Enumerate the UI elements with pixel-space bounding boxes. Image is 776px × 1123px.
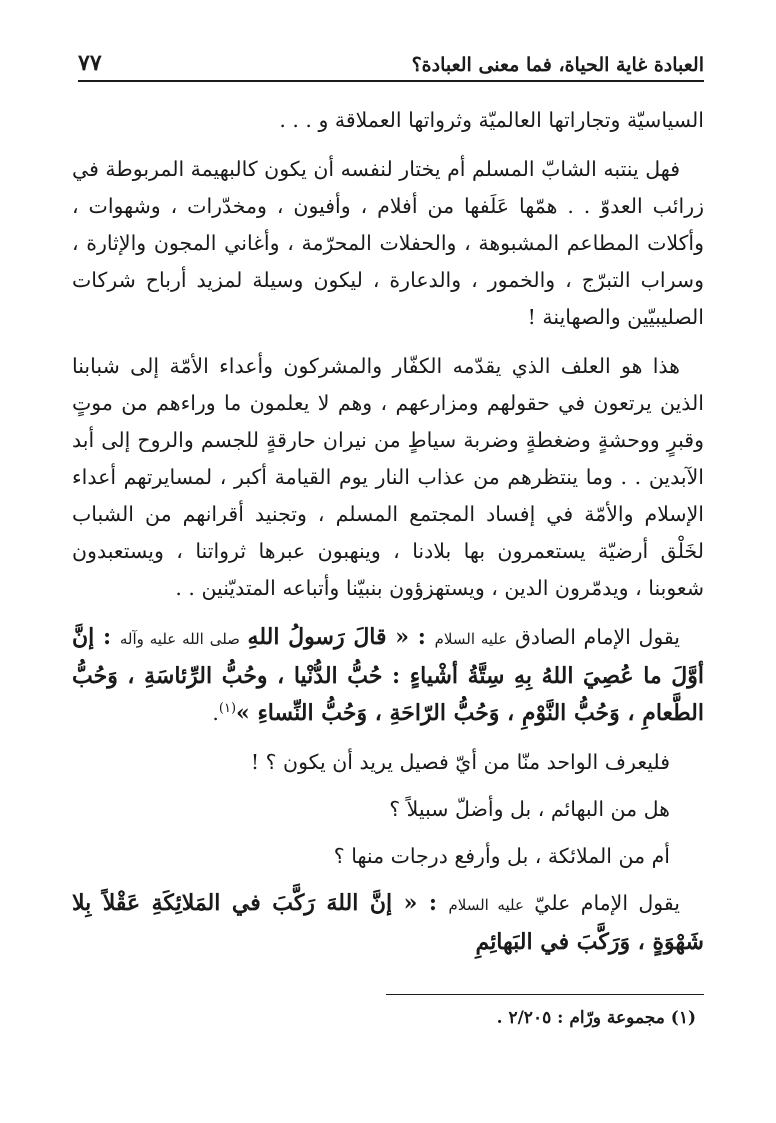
footnote: (١) مجموعة ورّام : ٢/٢٠٥ . <box>496 1008 696 1028</box>
paragraph-hadith-ali <box>72 885 704 961</box>
hadith-quote-open: : « قالَ رَسولُ اللهِ <box>247 624 435 650</box>
footnote-marker: (١) <box>218 701 237 717</box>
salutation-mark-prophet: صلى الله عليه وآله <box>119 630 240 648</box>
paragraph-3: هذا هو العلف الذي يقدّمه الكفّار والمشركون وأعداء الأمّة إلى شبابنا الذين يرتعون في حقولهم ومزارعهم ، وهم لا يعلمون ما وراءهم من موتٍ وقبرٍ ووحشةٍ وضغطةٍ وضربة سياطٍ من نيران حارقةٍ للجسم والروح إلى أبد الآبدين . . وما ينتظرهم من عذاب النار يوم القيامة أكبر ، لمسايرتهم أعداء الإسلام والأمّة في إفساد المجتمع المسلم ، وتجنيد أقرانهم من الشباب لخَلْق أرضيّة يستعمرون بها بلادنا ، وينهبون عبرها ثرواتنا ، ويستعبدون شعوبنا ، ويدمّرون الدين ، ويستهزؤون بنبيّنا وأتباعه المتديّنين . . <box>72 354 704 600</box>
hadith-quote-ali: : « إنَّ اللهَ رَكَّبَ في المَلائِكَةِ عَقْلاً بِلا شَهْوَةٍ ، وَرَكَّبَ في البَهائِمِ <box>72 890 704 955</box>
body-text <box>72 102 704 973</box>
page-header <box>78 40 704 82</box>
paragraph-1: السياسيّة وتجاراتها العالميّة وثرواتها العملاقة و . . . <box>279 108 704 132</box>
page-number: ٧٧ <box>78 50 102 76</box>
footnote-divider <box>386 994 704 995</box>
paragraph-hadith-sadiq: يقول الإمام الصادق عليه السلام : « قالَ رَسولُ اللهِ صلى الله عليه وآله : إنَّ أوَّلَ ما عُصِيَ اللهُ بِهِ سِتَّةُ أشْياءٍ : حُبُّ الدُّنْيا ، وحُبُّ الرِّئاسَةِ ، وَحُبُّ الطَّعامِ ، وَحُبُّ النَّوْمِ ، وَحُبُّ الرّاحَةِ ، وَحُبُّ النِّساءِ »$^{(١)}$. <box>72 624 704 726</box>
hadith-intro-ali: يقول الإمام عليّ <box>534 891 680 915</box>
salutation-mark: عليه السلام <box>434 630 508 648</box>
hadith-intro: يقول الإمام الصادق <box>514 625 681 649</box>
paragraph-question-3: أم من الملائكة ، بل وأرفع درجات منها ؟ <box>333 844 670 868</box>
hadith-quote: : إنَّ أوَّلَ ما عُصِيَ اللهُ بِهِ سِتَّةُ أشْياءٍ : حُبُّ الدُّنْيا ، وحُبُّ الرِّئاسَةِ ، وَحُبُّ الطَّعامِ ، وَحُبُّ النَّوْمِ ، وَحُبُّ الرّاحَةِ ، وَحُبُّ النِّساءِ » <box>72 624 704 726</box>
paragraph-question-2: هل من البهائم ، بل وأضلّ سبيلاً ؟ <box>389 797 670 821</box>
salutation-mark-ali: عليه السلام <box>448 896 524 914</box>
running-title: العبادة غاية الحياة، فما معنى العبادة؟ <box>411 54 704 76</box>
paragraph-question-1: فليعرف الواحد منّا من أيّ فصيل يريد أن يكون ؟ ! <box>250 750 670 774</box>
paragraph-2: فهل ينتبه الشابّ المسلم أم يختار لنفسه أن يكون كالبهيمة المربوطة في زرائب العدوّ . . همّها عَلَفها من أفلام ، وأفيون ، ومخدّرات ، وشهوات ، وأكلات المطاعم المشبوهة ، والحفلات المحرّمة ، وأغاني المجون والإثارة ، وسراب التبرّج ، والخمور ، والدعارة ، ليكون وسيلة لمزيد أرباح شركات الصليبيّين والصهاينة ! <box>72 157 704 329</box>
